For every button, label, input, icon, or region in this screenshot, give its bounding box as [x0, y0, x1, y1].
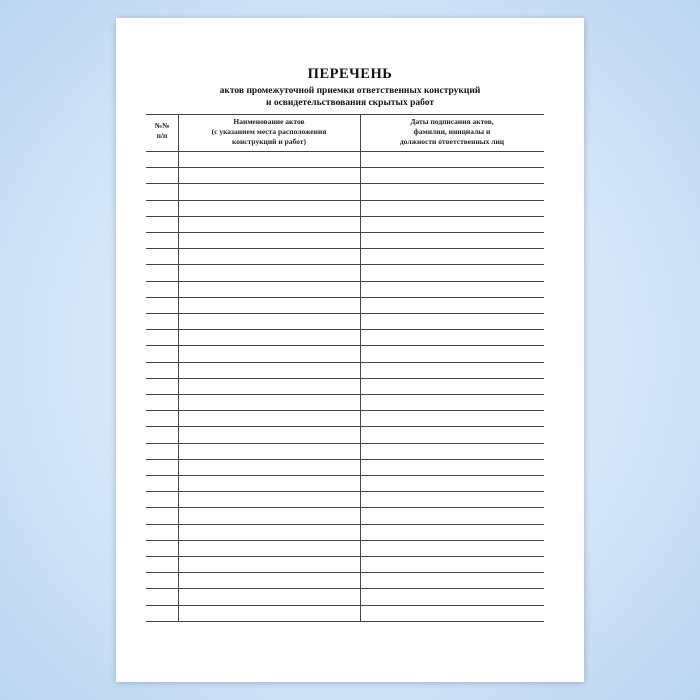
table-row [146, 475, 544, 476]
document-page [116, 18, 584, 682]
header-signing-dates [360, 117, 544, 147]
table-row [146, 378, 544, 379]
column-divider-number [178, 114, 179, 621]
header-number-line: №№ [154, 121, 170, 130]
document-subtitle-line-2: и освидетельствования скрытых работ [265, 98, 435, 108]
table-row [146, 200, 544, 201]
table-row [146, 329, 544, 330]
document-title: ПЕРЕЧЕНЬ [307, 66, 393, 82]
header-act-name-line: (с указанием места расположения [211, 127, 327, 136]
header-signing-dates-line: должности ответственных лиц [399, 137, 505, 146]
document-subtitle-line-1: актов промежуточной приемки ответственных конструкций [219, 86, 481, 96]
table-row [146, 264, 544, 265]
table-row [146, 216, 544, 217]
table-row [146, 362, 544, 363]
table-row [146, 588, 544, 589]
table-row [146, 426, 544, 427]
table-row [146, 459, 544, 460]
table-row [146, 491, 544, 492]
table-row [146, 183, 544, 184]
header-act-name-line: Наименование актов [233, 117, 305, 126]
table-row [146, 313, 544, 314]
table-row [146, 248, 544, 249]
header-number-line: п/п [156, 131, 168, 140]
header-act-name [178, 117, 360, 147]
table-row [146, 621, 544, 622]
table-row [146, 443, 544, 444]
table-row [146, 507, 544, 508]
header-bottom-border [146, 151, 544, 152]
table-row [146, 345, 544, 346]
table-top-border [146, 114, 544, 115]
table-row [146, 394, 544, 395]
table-row [146, 281, 544, 282]
header-signing-dates-line: фамилии, инициалы и [413, 127, 491, 136]
table-row [146, 524, 544, 525]
table-row [146, 167, 544, 168]
table-row [146, 605, 544, 606]
header-act-name-line: конструкций и работ) [232, 137, 306, 146]
column-divider-name [360, 114, 361, 621]
table-row [146, 410, 544, 411]
table-row [146, 556, 544, 557]
header-signing-dates-line: Даты подписания актов, [410, 117, 494, 126]
header-number [146, 121, 178, 141]
table-row [146, 572, 544, 573]
table-row [146, 540, 544, 541]
acts-table [146, 114, 544, 637]
table-row [146, 297, 544, 298]
table-row [146, 232, 544, 233]
